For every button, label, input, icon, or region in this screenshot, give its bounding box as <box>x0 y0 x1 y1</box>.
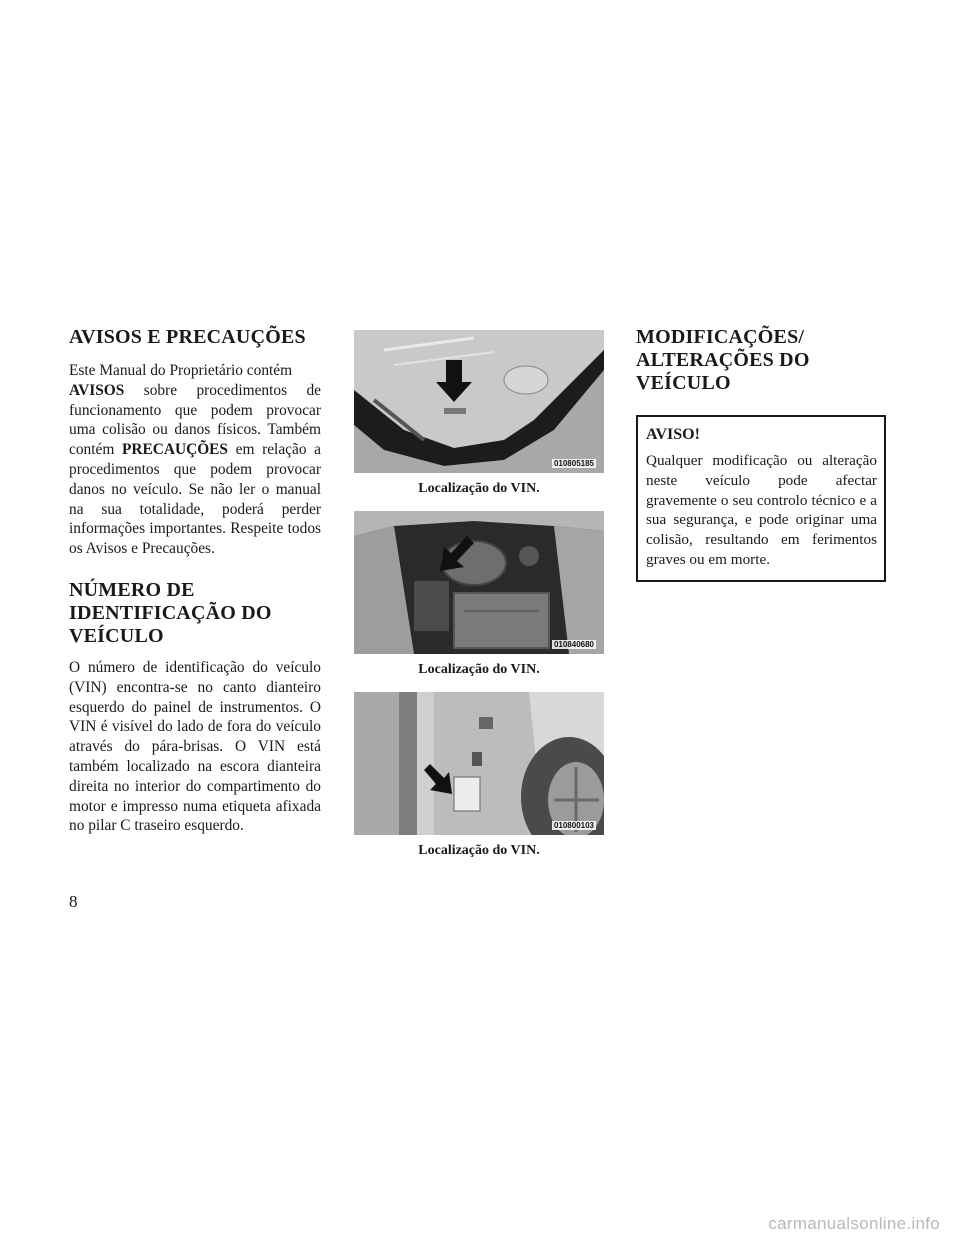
engine-bay-photo <box>354 511 604 654</box>
figure-code-3: 010800103 <box>553 821 594 830</box>
figure-engine-bay <box>354 511 604 678</box>
right-column <box>636 326 886 582</box>
section-heading-vin: NÚMERO DE IDENTIFICAÇÃO DO VEÍCULO <box>69 578 272 647</box>
figure-caption-2: Localização do VIN. <box>418 662 540 677</box>
left-column <box>69 326 321 836</box>
warnings-text-1: Este Manual do Proprietário contém <box>69 362 293 379</box>
figures-column <box>354 330 604 873</box>
vin-paragraph: O número de identificação do veículo (VIN) encontra-se no canto dianteiro esquerdo do painel de instrumentos. O VIN é visível do lado de fora do veículo através do pára-brisas. O VIN está também localizado na escora dianteira direita no interior do compartimento do motor e impresso numa etiqueta afixada no pilar C traseiro esquerdo. <box>69 658 321 835</box>
warnings-text-2: sobre procedimentos de funcionamento que podem provocar uma colisão ou danos físicos. Também contém <box>69 381 321 459</box>
figure-c-pillar <box>354 692 604 859</box>
warnings-paragraph <box>69 361 321 559</box>
figure-code-1: 010805185 <box>553 459 594 468</box>
page-number: 8 <box>69 892 78 911</box>
figure-caption-3: Localização do VIN. <box>418 843 540 858</box>
warning-title: AVISO! <box>646 426 700 443</box>
precaucoes-bold: PRECAUÇÕES <box>121 441 228 459</box>
figure-windshield <box>354 330 604 497</box>
figure-caption-1: Localização do VIN. <box>418 481 540 496</box>
avisos-bold: AVISOS <box>69 381 125 399</box>
warning-text: Qualquer modificação ou alteração neste veículo pode afectar gravemente o seu controlo técnico e a sua segurança, e pode originar uma colisão, resultando em ferimentos graves ou em morte. <box>646 452 877 568</box>
section-heading-warnings: AVISOS E PRECAUÇÕES <box>69 326 306 348</box>
figure-code-2: 010840680 <box>553 640 594 649</box>
c-pillar-photo <box>354 692 604 835</box>
windshield-photo <box>354 330 604 473</box>
watermark[interactable]: carmanualsonline.info <box>768 1214 940 1233</box>
warnings-text-3: em relação a procedimentos que podem provocar danos no veículo. Se não ler o manual na sua totalidade, poderá perder informações importantes. Respeite todos os Avisos e Precauções. <box>69 441 321 558</box>
warning-box <box>636 415 886 582</box>
section-heading-modifications: MODIFICAÇÕES/ ALTERAÇÕES DO VEÍCULO <box>636 326 810 394</box>
